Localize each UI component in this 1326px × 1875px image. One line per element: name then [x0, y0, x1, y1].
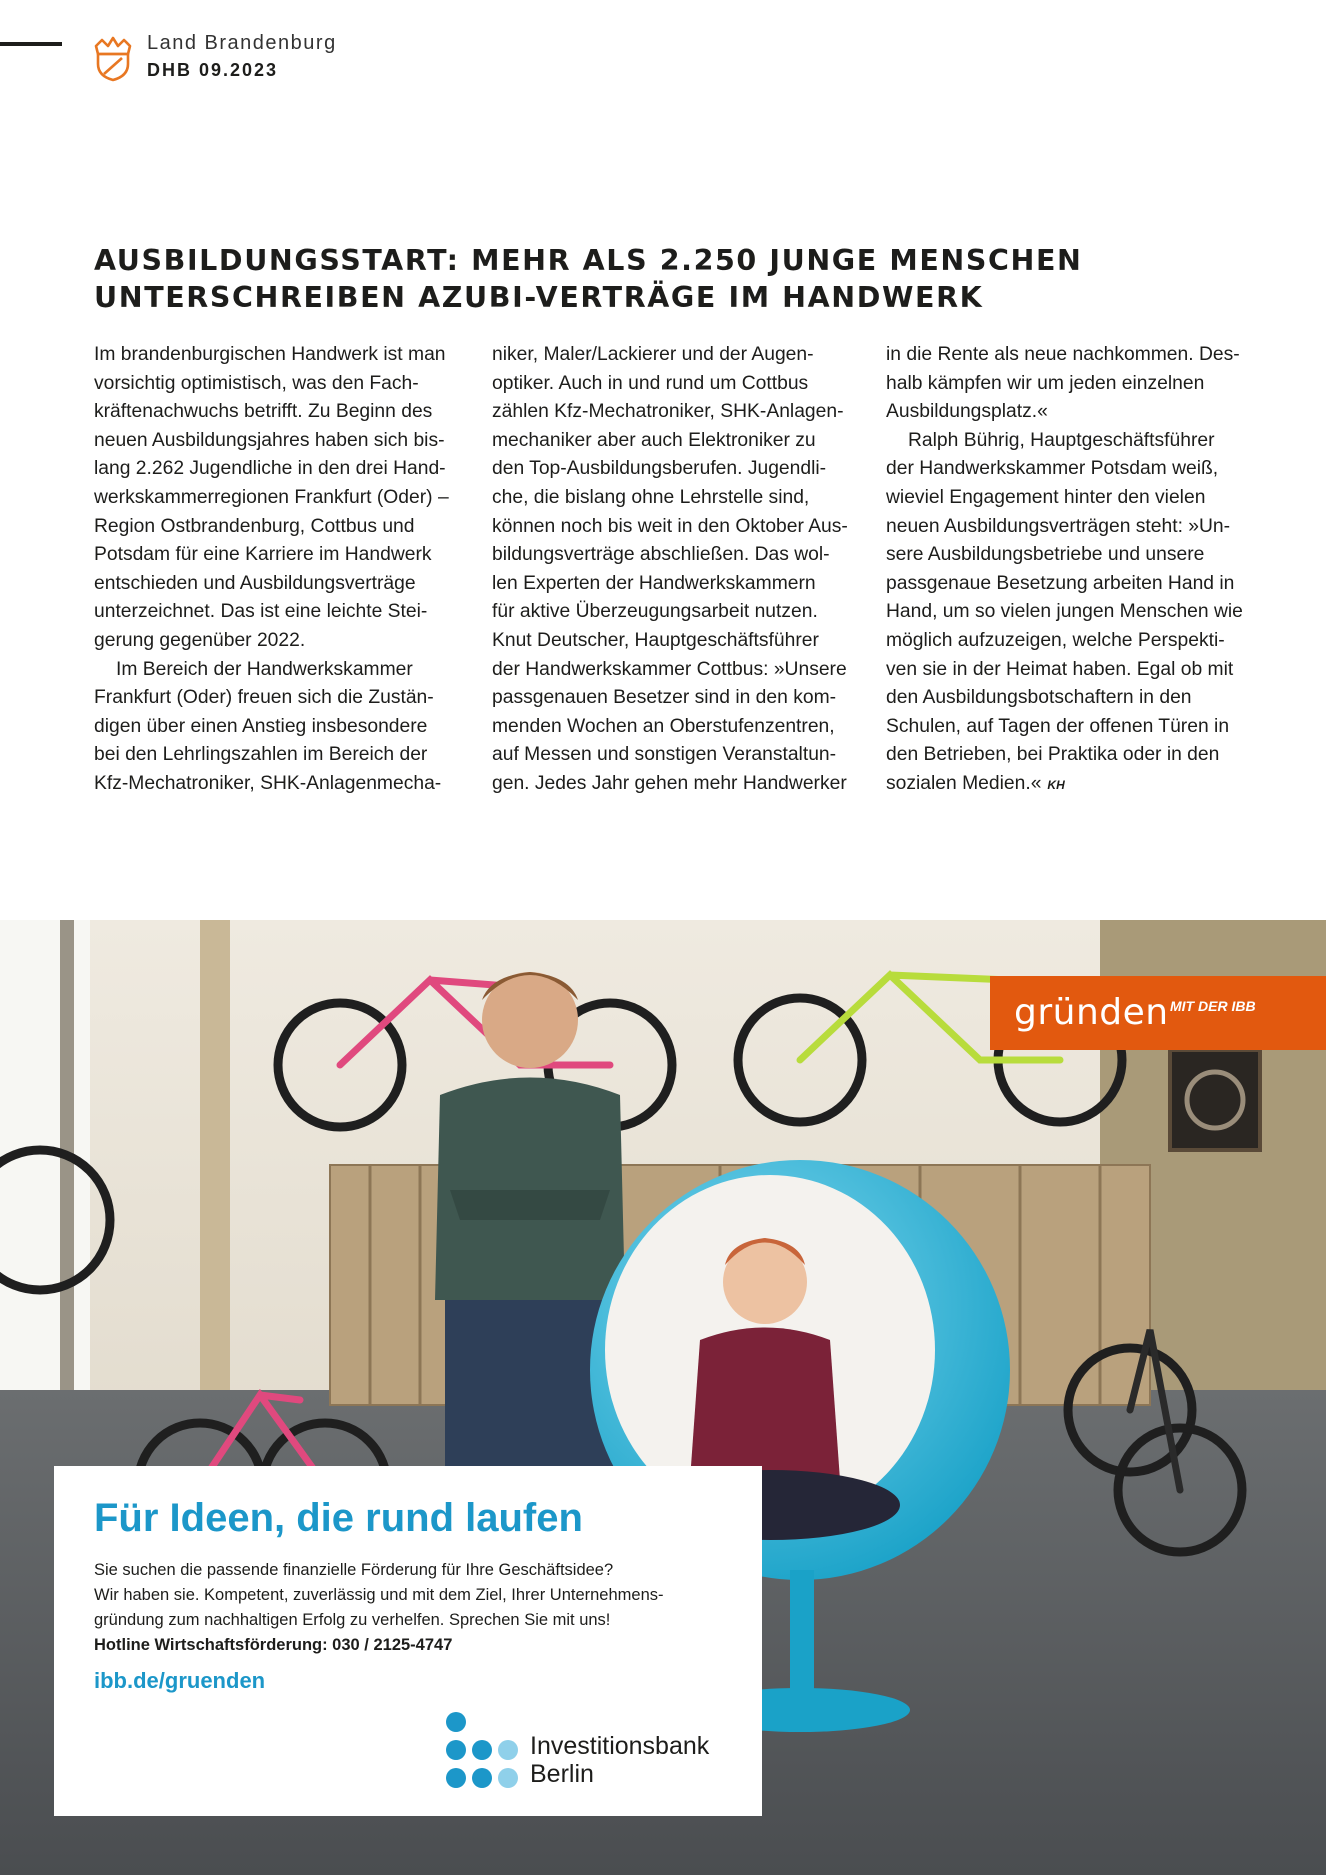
- badge-sub-text: MIT DER IBB: [1170, 998, 1256, 1014]
- article-line: der Handwerkskammer Cottbus: »Unsere: [492, 658, 847, 680]
- author-signature: KH: [1047, 777, 1065, 792]
- article-line: Hand, um so vielen jungen Menschen wie: [886, 601, 1243, 623]
- article-line: menden Wochen an Oberstufenzentren,: [492, 715, 835, 737]
- article-line: optiker. Auch in und rund um Cottbus: [492, 372, 809, 394]
- article-line: Im Bereich der Handwerkskammer: [116, 658, 413, 680]
- article-line: Region Ostbrandenburg, Cottbus und: [94, 515, 415, 537]
- article-line: passgenaue Besetzung arbeiten Hand in: [886, 572, 1235, 594]
- gruenden-badge: [990, 976, 1326, 1050]
- header-rule: [0, 42, 62, 46]
- article-headline: [94, 242, 1244, 316]
- article-line: halb kämpfen wir um jeden einzelnen: [886, 372, 1205, 394]
- headline-line-2: UNTERSCHREIBEN AZUBI-VERTRÄGE IM HANDWERK: [94, 281, 984, 314]
- article-line: Potsdam für eine Karriere im Handwerk: [94, 544, 432, 566]
- article-line: lang 2.262 Jugendliche in den drei Hand-: [94, 458, 446, 480]
- article-line: möglich aufzuzeigen, welche Perspekti-: [886, 629, 1225, 651]
- article-line: Frankfurt (Oder) freuen sich die Zustän-: [94, 687, 434, 709]
- article-line: Schulen, auf Tagen der offenen Türen in: [886, 715, 1230, 737]
- article-line: sozialen Medien.« KH: [886, 772, 1065, 794]
- ibb-name-line-2: Berlin: [530, 1760, 594, 1788]
- ad-text-line: Sie suchen die passende finanzielle Förderung für Ihre Geschäftsidee?: [94, 1561, 614, 1579]
- article-line: unterzeichnet. Das ist eine leichte Stei-: [94, 601, 428, 623]
- article-line: gen. Jedes Jahr gehen mehr Handwerker: [492, 772, 847, 794]
- article-line: den Betrieben, bei Praktika oder in den: [886, 744, 1220, 766]
- article-line: Knut Deutscher, Hauptgeschäftsführer: [492, 629, 819, 651]
- article-line: bei den Lehrlingszahlen im Bereich der: [94, 744, 428, 766]
- article-line: zählen Kfz-Mechatroniker, SHK-Anlagen-: [492, 401, 844, 423]
- article-line: Kfz-Mechatroniker, SHK-Anlagenmecha-: [94, 772, 442, 794]
- article-line: neuen Ausbildungsverträgen steht: »Un-: [886, 515, 1231, 537]
- header-region: Land Brandenburg: [147, 32, 337, 54]
- ibb-bank-name: [530, 1732, 709, 1788]
- article-line: len Experten der Handwerkskammern: [492, 572, 816, 594]
- article-line: Im brandenburgischen Handwerk ist man: [94, 344, 446, 365]
- badge-main-text: gründen: [1014, 992, 1169, 1033]
- article-line: können noch bis weit in den Oktober Aus-: [492, 515, 848, 537]
- article-line: den Top-Ausbildungsberufen. Jugendli-: [492, 458, 827, 480]
- article-line: vorsichtig optimistisch, was den Fach-: [94, 372, 419, 394]
- article-line: sere Ausbildungsbetriebe und unsere: [886, 544, 1205, 566]
- article-line: niker, Maler/Lackierer und der Augen-: [492, 344, 814, 365]
- article-line: che, die bislang ohne Lehrstelle sind,: [492, 486, 810, 508]
- article-line: Ausbildungsplatz.«: [886, 401, 1048, 423]
- ibb-name-line-1: Investitionsbank: [530, 1732, 710, 1760]
- article-column-3: [886, 341, 1271, 800]
- header-issue: DHB 09.2023: [147, 60, 279, 80]
- crown-shield-icon: [92, 34, 134, 82]
- ad-title: Für Ideen, die rund laufen: [94, 1496, 583, 1540]
- ad-text: [94, 1558, 734, 1658]
- article-line: bildungsverträge abschließen. Das wol-: [492, 544, 830, 566]
- article-line: neuen Ausbildungsjahres haben sich bis-: [94, 429, 445, 451]
- ad-link[interactable]: ibb.de/gruenden: [94, 1668, 266, 1693]
- article-line: wieviel Engagement hinter den vielen: [886, 486, 1206, 508]
- article-line: ven sie in der Heimat haben. Egal ob mit: [886, 658, 1234, 680]
- article-line: gerung gegenüber 2022.: [94, 629, 306, 651]
- article-line: entschieden und Ausbildungsverträge: [94, 572, 416, 594]
- ad-copy-box: [54, 1466, 762, 1816]
- ad-text-line: gründung zum nachhaltigen Erfolg zu verhelfen. Sprechen Sie mit uns!: [94, 1611, 611, 1629]
- article-column-1: [94, 341, 479, 799]
- article-line: für aktive Überzeugungsarbeit nutzen.: [492, 601, 818, 623]
- article-line: kräftenachwuchs betrifft. Zu Beginn des: [94, 401, 433, 423]
- article-line: Ralph Bührig, Hauptgeschäftsführer: [908, 429, 1215, 451]
- article-column-2: [492, 341, 877, 799]
- article-line: digen über einen Anstieg insbesondere: [94, 715, 428, 737]
- article-line: auf Messen und sonstigen Veranstaltun-: [492, 744, 837, 766]
- article-line: in die Rente als neue nachkommen. Des-: [886, 344, 1240, 365]
- article-line: werkskammerregionen Frankfurt (Oder) –: [94, 486, 449, 508]
- article-line: passgenauen Besetzer sind in den kom-: [492, 687, 837, 709]
- article-line: den Ausbildungsbotschaftern in den: [886, 687, 1192, 709]
- article-line: mechaniker aber auch Elektroniker zu: [492, 429, 816, 451]
- ad-hotline: Hotline Wirtschaftsförderung: 030 / 2125-4747: [94, 1636, 453, 1654]
- ad-text-line: Wir haben sie. Kompetent, zuverlässig und mit dem Ziel, Ihrer Unternehmens-: [94, 1586, 664, 1604]
- article-line: der Handwerkskammer Potsdam weiß,: [886, 458, 1219, 480]
- headline-line-1: AUSBILDUNGSSTART: MEHR ALS 2.250 JUNGE MENSCHEN: [94, 244, 1083, 277]
